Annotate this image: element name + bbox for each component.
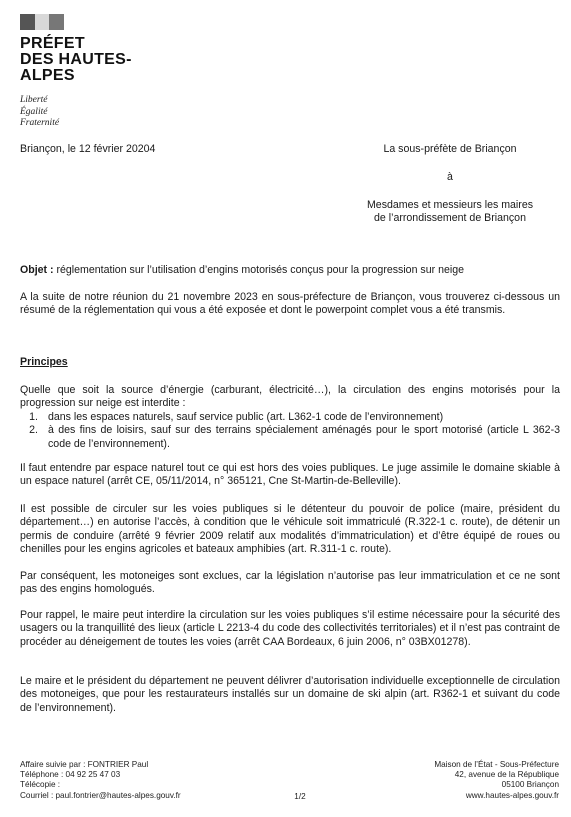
letter-date: Briançon, le 12 février 20204	[20, 143, 156, 155]
page-number: 1/2	[294, 792, 306, 801]
footer-contact-line: Courriel : paul.fontrier@hautes-alpes.gouv.fr	[20, 790, 181, 800]
recipient	[330, 199, 570, 226]
list-number: 2.	[29, 424, 38, 437]
paragraph-rappel-maire: Pour rappel, le maire peut interdire la circulation sur les voies publiques s’il estime nécessaire pour la sécurité des usagers ou la tranquillité des lieux (article L 2213-4 du code des collectivités territoriales) et il n’est pas contraint de procéder au déneigement de toutes les voies (arrêt CAA Bordeaux, 6 juin 2006, n° 03BX01278).	[20, 609, 560, 648]
motto-line: Liberté	[20, 95, 48, 105]
footer-address-line: 05100 Briançon	[501, 780, 559, 790]
recipient-line: Mesdames et messieurs les maires	[366, 199, 534, 211]
footer-website-link[interactable]: www.hautes-alpes.gouv.fr	[465, 790, 559, 800]
sender: La sous-préfète de Briançon	[383, 143, 517, 155]
prefecture-line: ALPES	[20, 67, 75, 84]
paragraph-interdiction	[20, 384, 560, 451]
paragraph-text: Quelle que soit la source d’énergie (carburant, électricité…), la circulation des engins motorisés pour la progression sur neige est interdite :	[20, 384, 560, 410]
prefecture-name	[20, 36, 160, 84]
paragraph-motoneiges: Par conséquent, les motoneiges sont exclues, car la législation n’autorise pas leur immatriculation et ce ne sont pas des engins homologués.	[20, 570, 560, 596]
flag-stripe-white	[35, 14, 50, 30]
footer-address-line: 42, avenue de la République	[454, 770, 559, 780]
principes-heading: Principes	[20, 356, 68, 368]
footer-contact-line: Affaire suivie par : FONTRIER Paul	[20, 760, 149, 769]
objet-line	[20, 264, 560, 277]
list-item	[20, 424, 560, 451]
list-text: dans les espaces naturels, sauf service public (art. L362-1 code de l’environnement)	[48, 410, 444, 423]
motto-line: Fraternité	[20, 118, 60, 128]
objet-text: réglementation sur l’utilisation d’engins motorisés conçus pour la progression sur neige	[56, 264, 464, 276]
intro-paragraph: A la suite de notre réunion du 21 novembre 2023 en sous-préfecture de Briançon, vous trouverez ci-dessous un résumé de la réglementation qui vous a été exposée et dont le powerpoint complet vous a été transmis.	[20, 291, 560, 317]
paragraph-autorisation: Le maire et le président du département ne peuvent délivrer d’autorisation individuelle exceptionnelle de circulation des motoneiges, que pour les restaurateurs installés sur un domaine de ski alpin (art. R362-1 et suivant du code de l’environnement).	[20, 675, 560, 714]
footer-contact-line: Téléphone : 04 92 25 47 03	[20, 770, 121, 780]
prefecture-line: PRÉFET	[20, 35, 85, 52]
footer-address	[434, 760, 559, 801]
republic-flag-logo	[20, 14, 64, 30]
recipient-line: de l’arrondissement de Briançon	[374, 212, 526, 225]
list-number: 1.	[29, 410, 38, 423]
paragraph-voies-publiques: Il est possible de circuler sur les voies publiques si le détenteur du pouvoir de police (maire, président du département…) en autorise l’accès, à condition que le véhicule soit immatriculé (R.322-1 c. route), de détenir un permis de conduire (arrêté 9 février 2009 relatif aux modalités d’immatriculation) et d’être équipé de roues ou chenilles pour les engins agricoles et bateaux amphibies (art. R.311-1 c. route).	[20, 503, 560, 556]
motto-line: Égalité	[20, 106, 48, 117]
flag-stripe-red	[49, 14, 64, 30]
republic-motto	[20, 95, 59, 130]
objet-label: Objet :	[20, 264, 54, 276]
footer-contact-line: Télécopie :	[20, 780, 61, 790]
footer-contact	[20, 760, 181, 801]
footer-address-line: Maison de l’État - Sous-Préfecture	[434, 760, 559, 769]
paragraph-espace-naturel: Il faut entendre par espace naturel tout ce qui est hors des voies publiques. Le juge assimile le domaine skiable à un espace naturel (arrêt CE, 05/11/2014, n° 365121, Cne St-Martin-de-Belleville).	[20, 462, 560, 488]
prefecture-line: DES HAUTES-	[20, 51, 132, 68]
list-text: à des fins de loisirs, sauf sur des terrains spécialement aménagés pour le sport motorisé (article L 362-3 code de l’environnement).	[48, 424, 560, 450]
flag-stripe-blue	[20, 14, 35, 30]
list-item	[20, 411, 560, 424]
to-marker: à	[447, 171, 453, 183]
